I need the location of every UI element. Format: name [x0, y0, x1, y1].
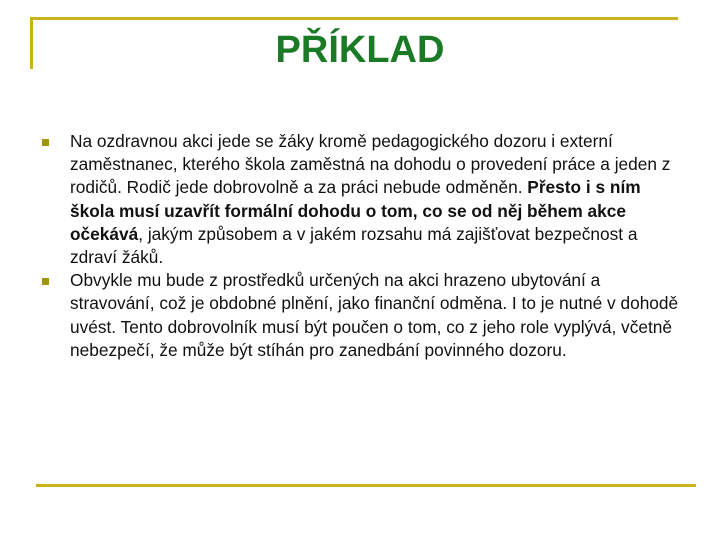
list-item	[40, 269, 680, 362]
bullet-text-regular-end: , jakým způsobem a v jakém rozsahu má zajišťovat bezpečnost a zdraví žáků.	[70, 223, 638, 268]
bullet-text	[70, 131, 670, 267]
bullet-text-bold: Přesto i s ním škola musí uzavřít formální dohodu o tom, co se od něj během akce očekává	[70, 177, 641, 244]
bullet-text	[70, 270, 678, 360]
bullet-text-regular: Na ozdravnou akci jede se žáky kromě pedagogického dozoru i externí zaměstnanec, kterého škola zaměstná na dohodu o provedení práce a jeden z rodičů. Rodič jede dobrovolně a za práci nebude odměněn.	[70, 131, 671, 198]
bottom-rule	[36, 484, 696, 487]
bullet-text-regular: Obvykle mu bude z prostředků určených na akci hrazeno ubytování a stravování, což je obdobné plnění, jako finanční odměna. I to je nutné v dohodě uvést. Tento dobrovolník musí být poučen o tom, co z jeho role vyplývá, včetně nebezpečí, že může být stíhán pro zanedbání povinného dozoru.	[70, 270, 679, 360]
slide-title: PŘÍKLAD	[275, 29, 445, 71]
top-rule	[30, 17, 678, 20]
square-bullet-icon	[42, 278, 49, 285]
bullet-list	[40, 130, 680, 362]
list-item	[40, 130, 680, 269]
square-bullet-icon	[42, 139, 49, 146]
